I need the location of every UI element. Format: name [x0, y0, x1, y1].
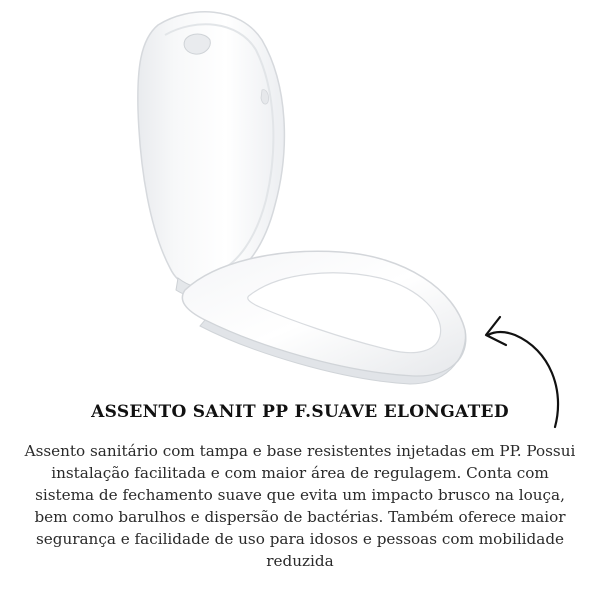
product-title: ASSENTO SANIT PP F.SUAVE ELONGATED: [91, 402, 509, 422]
product-description: Assento sanitário com tampa e base resistentes injetadas em PP. Possui instalação facilitada e com maior área de regulagem. Conta com sistema de fechamento suave que evita um impacto brusco na louça, bem como barulhos e dispersão de bactérias. Também oferece maior segurança e facilidade de uso para idosos e pessoas com mobilidade reduzida: [24, 442, 576, 570]
